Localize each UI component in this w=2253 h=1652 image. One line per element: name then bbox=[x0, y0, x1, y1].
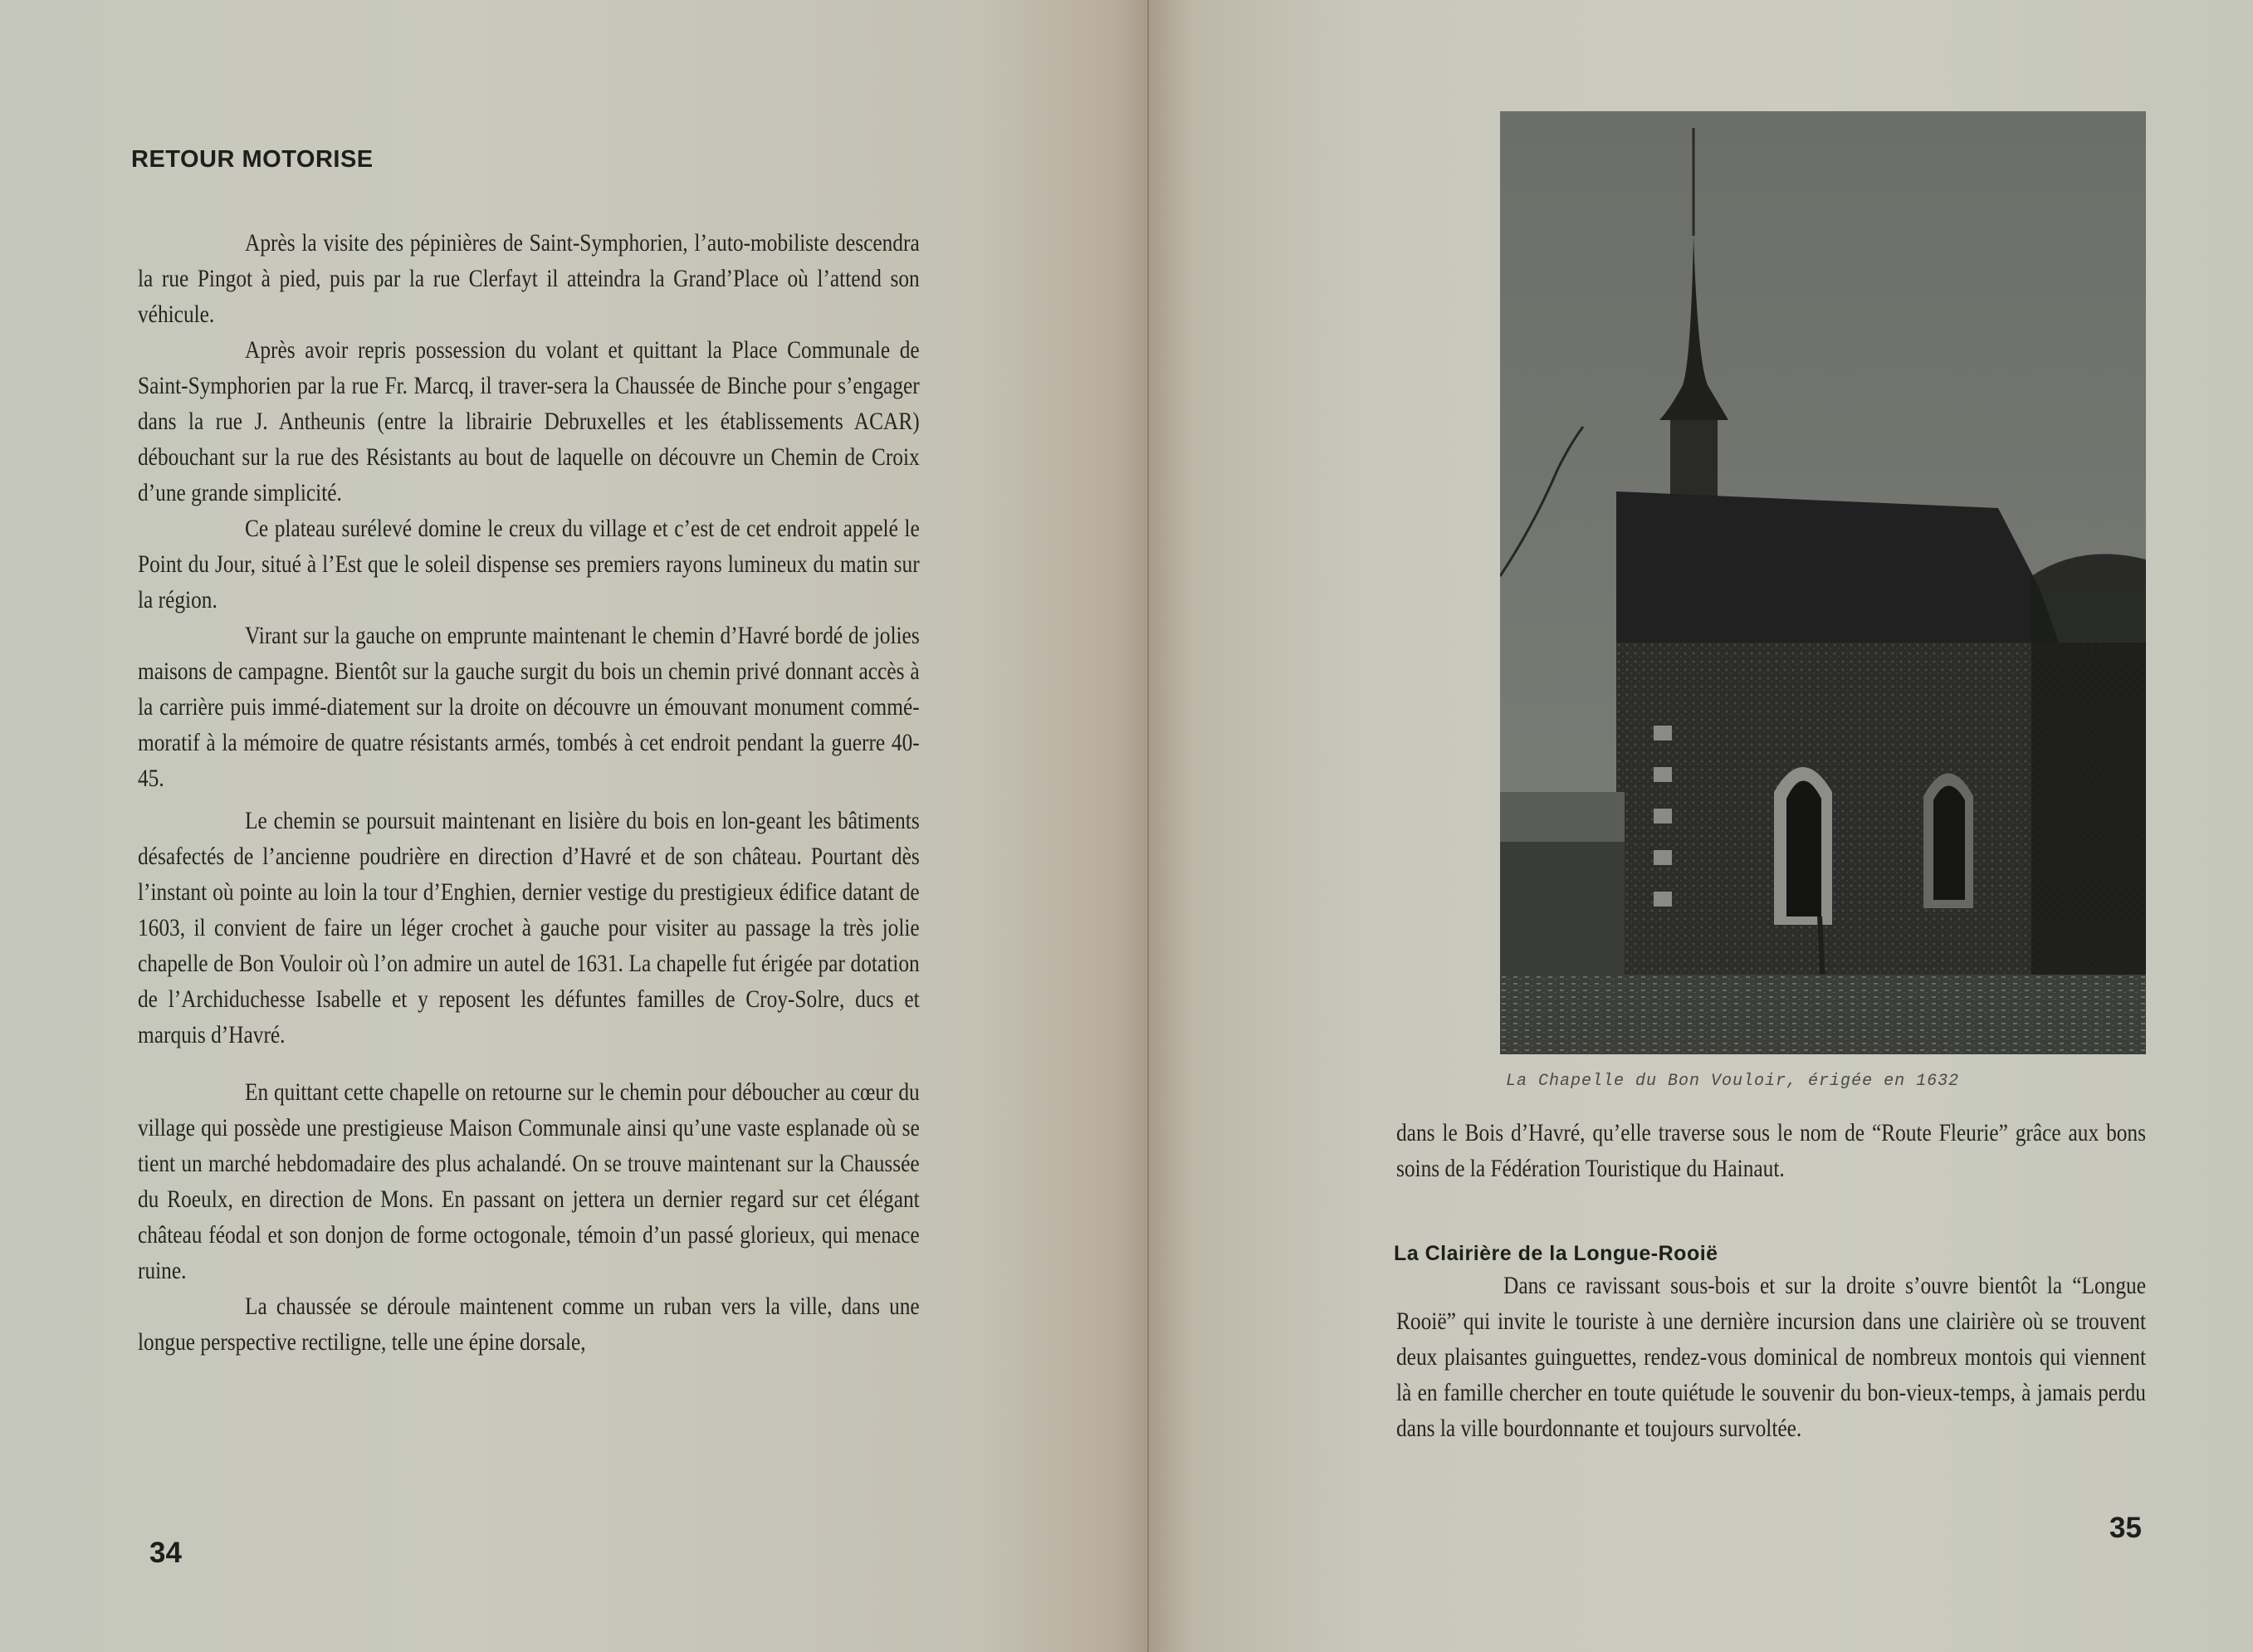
paragraph: La chaussée se déroule maintenent comme un ruban vers la ville, dans une longue perspective rectiligne, telle une épine dorsale, bbox=[138, 1293, 920, 1356]
chapel-photo bbox=[1500, 111, 2146, 1054]
photo-lawn bbox=[1500, 975, 2146, 1054]
chapel-photo-illustration bbox=[1500, 111, 2146, 1054]
paragraph: Après la visite des pépinières de Saint-Symphorien, l’auto-mobiliste descendra la rue Pingot à pied, puis par la rue Clerfayt il atteindra la Grand’Place où l’attend son véhicule. bbox=[138, 230, 920, 328]
photo-tree bbox=[2031, 554, 2146, 991]
section-title-clairiere: La Clairière de la Longue-Rooië bbox=[1394, 1242, 1718, 1265]
paragraph: Après avoir repris possession du volant et quittant la Place Communale de Saint-Symphorien par la rue Fr. Marcq, il traver-sera la Chaussée de Binche pour s’engager dans la rue J. Antheunis (entre la librairie Debruxelles et les établissements ACAR) débouchant sur la rue des Résistants au bout de laquelle on découvre un Chemin de Croix d’une grande simplicité. bbox=[138, 337, 920, 506]
section-title-retour-motorise: RETOUR MOTORISE bbox=[131, 146, 374, 173]
right-page-body bbox=[1396, 1268, 2146, 1447]
photo-caption: La Chapelle du Bon Vouloir, érigée en 1632 bbox=[1506, 1072, 1960, 1091]
paragraph: En quittant cette chapelle on retourne sur le chemin pour déboucher au cœur du village qui possède une prestigieuse Maison Communale ainsi qu’une vaste esplanade où se tient un marché hebdomadaire des plus achalandé. On se trouve maintenant sur la Chaussée du Roeulx, en direction de Mons. En passant on jettera un dernier regard sur cet élégant château féodal et son donjon de forme octogonale, témoin d’un passé glorieux, qui menace ruine. bbox=[138, 1079, 920, 1284]
photo-belfry bbox=[1670, 420, 1718, 501]
left-page-body bbox=[138, 226, 920, 1361]
paragraph: dans le Bois d’Havré, qu’elle traverse sous le nom de “Route Fleurie” grâce aux bons soins de la Fédération Touristique du Hainaut. bbox=[1396, 1120, 2146, 1182]
page-number-right: 35 bbox=[2109, 1512, 2142, 1544]
paragraph: Ce plateau surélevé domine le creux du village et c’est de cet endroit appelé le Point du Jour, situé à l’Est que le soleil dispense ses premiers rayons lumineux du matin sur la région. bbox=[138, 516, 920, 613]
photo-annex-roof bbox=[1500, 792, 1625, 842]
page-number-left: 34 bbox=[149, 1537, 182, 1569]
photo-roof bbox=[1616, 491, 2065, 659]
paragraph: Le chemin se poursuit maintenant en lisière du bois en lon-geant les bâtiments désafectés de l’ancienne poudrière en direction d’Havré et de son château. Pourtant dès l’instant où pointe au loin la tour d’Enghien, dernier vestige du prestigieux édifice datant de 1603, il convient de faire un léger crochet à gauche pour visiter au passage la très jolie chapelle de Bon Vouloir où l’on admire un autel de 1631. La chapelle fut érigée par dotation de l’Archiduchesse Isabelle et y reposent les défuntes familles de Croy-Solre, ducs et marquis d’Havré. bbox=[138, 808, 920, 1048]
right-page-continuation bbox=[1396, 1116, 2146, 1187]
paragraph: Dans ce ravissant sous-bois et sur la droite s’ouvre bientôt la “Longue Rooië” qui invite le touriste à une dernière incursion dans une clairière où se trouvent deux plaisantes guinguettes, rendez-vous dominical de nombreux montois qui viennent là en famille chercher en toute quiétude le souvenir du bon-vieux-temps, à jamais perdu dans la ville bourdonnante et toujours survoltée. bbox=[1396, 1273, 2146, 1442]
paragraph: Virant sur la gauche on emprunte maintenant le chemin d’Havré bordé de jolies maisons de campagne. Bientôt sur la gauche surgit du bois un chemin privé donnant accès à la carrière puis immé-diatement sur la droite on découvre un émouvant monument commé-moratif à la mémoire de quatre résistants armés, tombés à cet endroit pendant la guerre 40-45. bbox=[138, 623, 920, 792]
